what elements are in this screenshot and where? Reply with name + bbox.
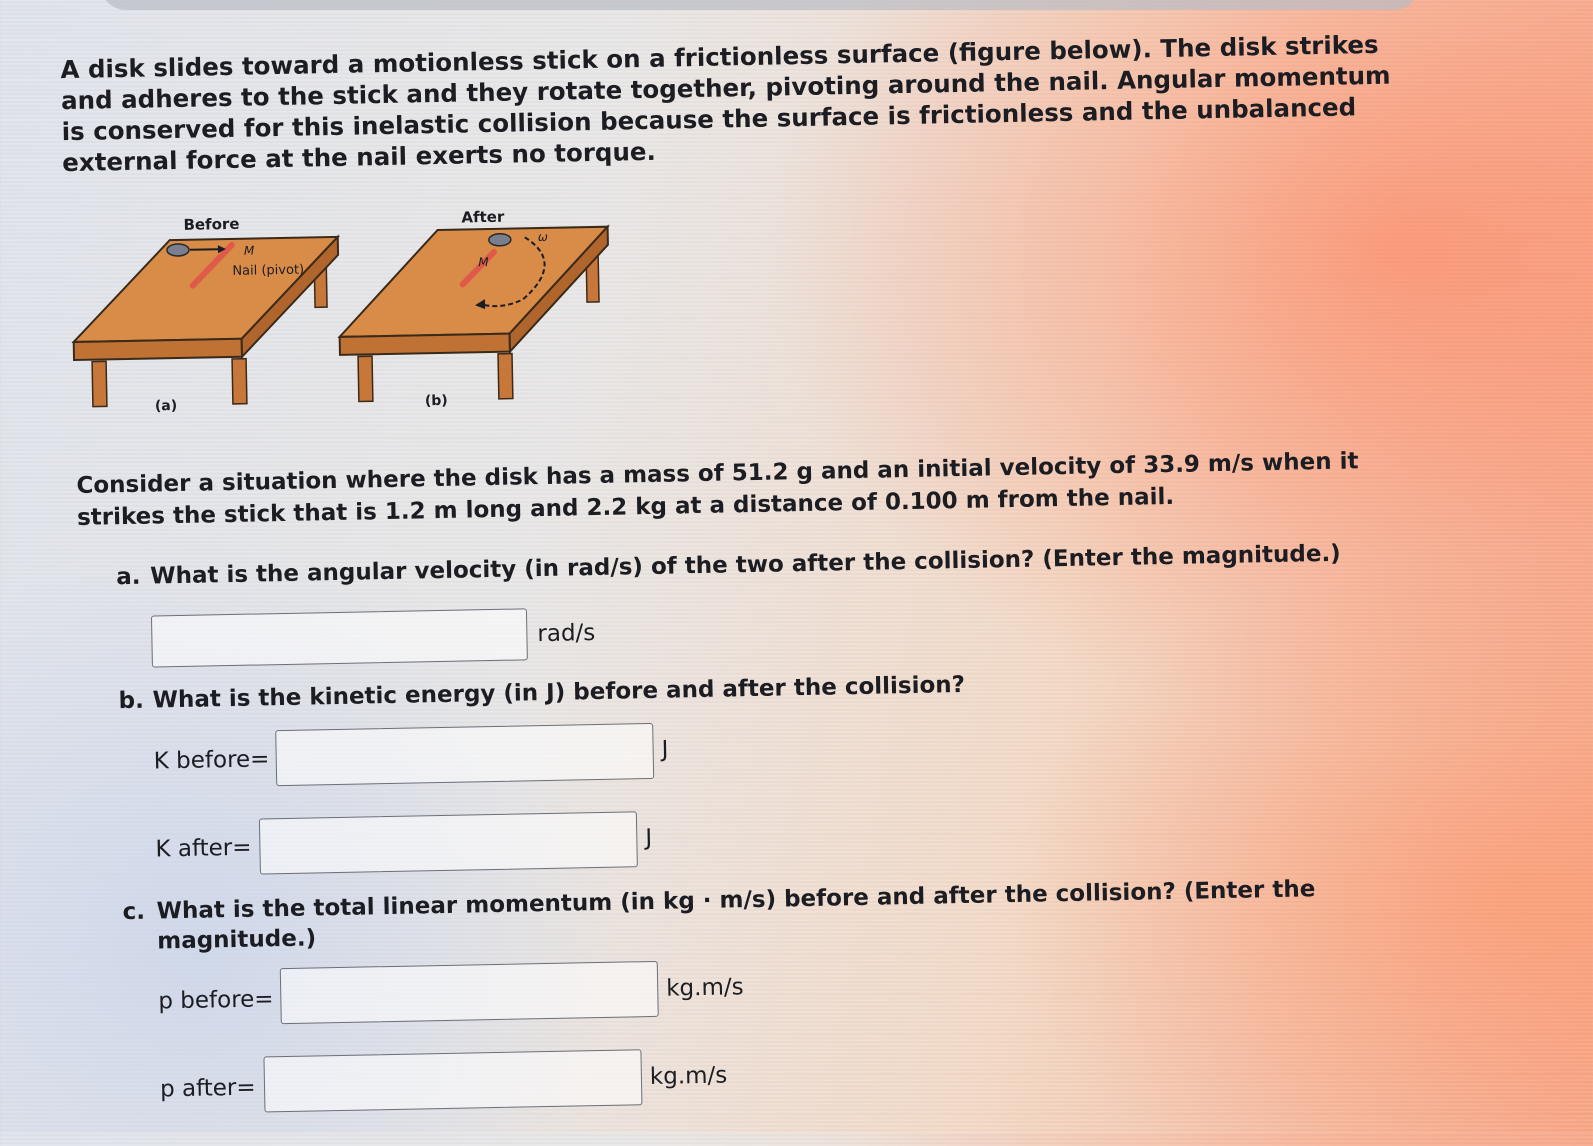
question-a-marker: a.	[115, 563, 141, 591]
p-after-input[interactable]	[263, 1049, 642, 1112]
panel-b-label: (b)	[424, 392, 448, 410]
question-b-marker: b.	[118, 687, 145, 715]
k-after-input[interactable]	[259, 811, 638, 874]
p-after-unit: kg.m/s	[649, 1062, 728, 1091]
problem-intro: A disk slides toward a motionless stick on a frictionless surface (figure below). The disk strikes and adheres to the stick and they rotate together, pivoting around the nail. Angular momentum is conserved for this inelastic collision because the surface is frictionless and the unbalanced external force at the nail exerts no torque.	[60, 29, 1391, 178]
mass-label-before: M	[243, 243, 255, 258]
k-before-label: K before=	[153, 746, 270, 775]
after-label: After	[461, 207, 505, 227]
angular-velocity-input[interactable]	[151, 608, 528, 667]
question-b-text: What is the kinetic energy (in J) before and after the collision?	[152, 671, 966, 714]
scenario-text: Consider a situation where the disk has a mass of 51.2 g and an initial velocity of 33.9 m/s when it strikes the stick that is 1.2 m long and 2.2 kg at a distance of 0.100 m from the nail.	[76, 448, 1359, 531]
collision-figure	[69, 201, 633, 432]
p-before-input[interactable]	[280, 961, 659, 1024]
mass-label-after: M	[478, 255, 489, 270]
k-before-unit: J	[661, 736, 669, 763]
table-after	[338, 227, 611, 402]
k-before-input[interactable]	[275, 723, 654, 786]
question-c-marker: c.	[122, 898, 146, 926]
before-label: Before	[183, 214, 240, 234]
nail-label: Nail (pivot)	[232, 262, 305, 279]
k-after-unit: J	[645, 824, 653, 852]
angular-velocity-unit: rad/s	[537, 620, 596, 648]
question-b	[118, 663, 1418, 714]
question-c-text-line2: magnitude.)	[156, 925, 317, 955]
p-before-unit: kg.m/s	[665, 974, 744, 1002]
p-after-label: p after=	[159, 1074, 256, 1103]
question-c-text-line1: What is the total linear momentum (in kg · m/s) before and after the collision? (Enter the	[156, 876, 1316, 925]
question-a	[116, 539, 1416, 590]
k-after-label: K after=	[155, 834, 252, 863]
panel-a-label: (a)	[154, 398, 178, 415]
p-before-label: p before=	[158, 986, 274, 1015]
omega-label: ω	[537, 229, 548, 245]
question-a-text: What is the angular velocity (in rad/s) of the two after the collision? (Enter the magnitude.)	[149, 540, 1341, 590]
